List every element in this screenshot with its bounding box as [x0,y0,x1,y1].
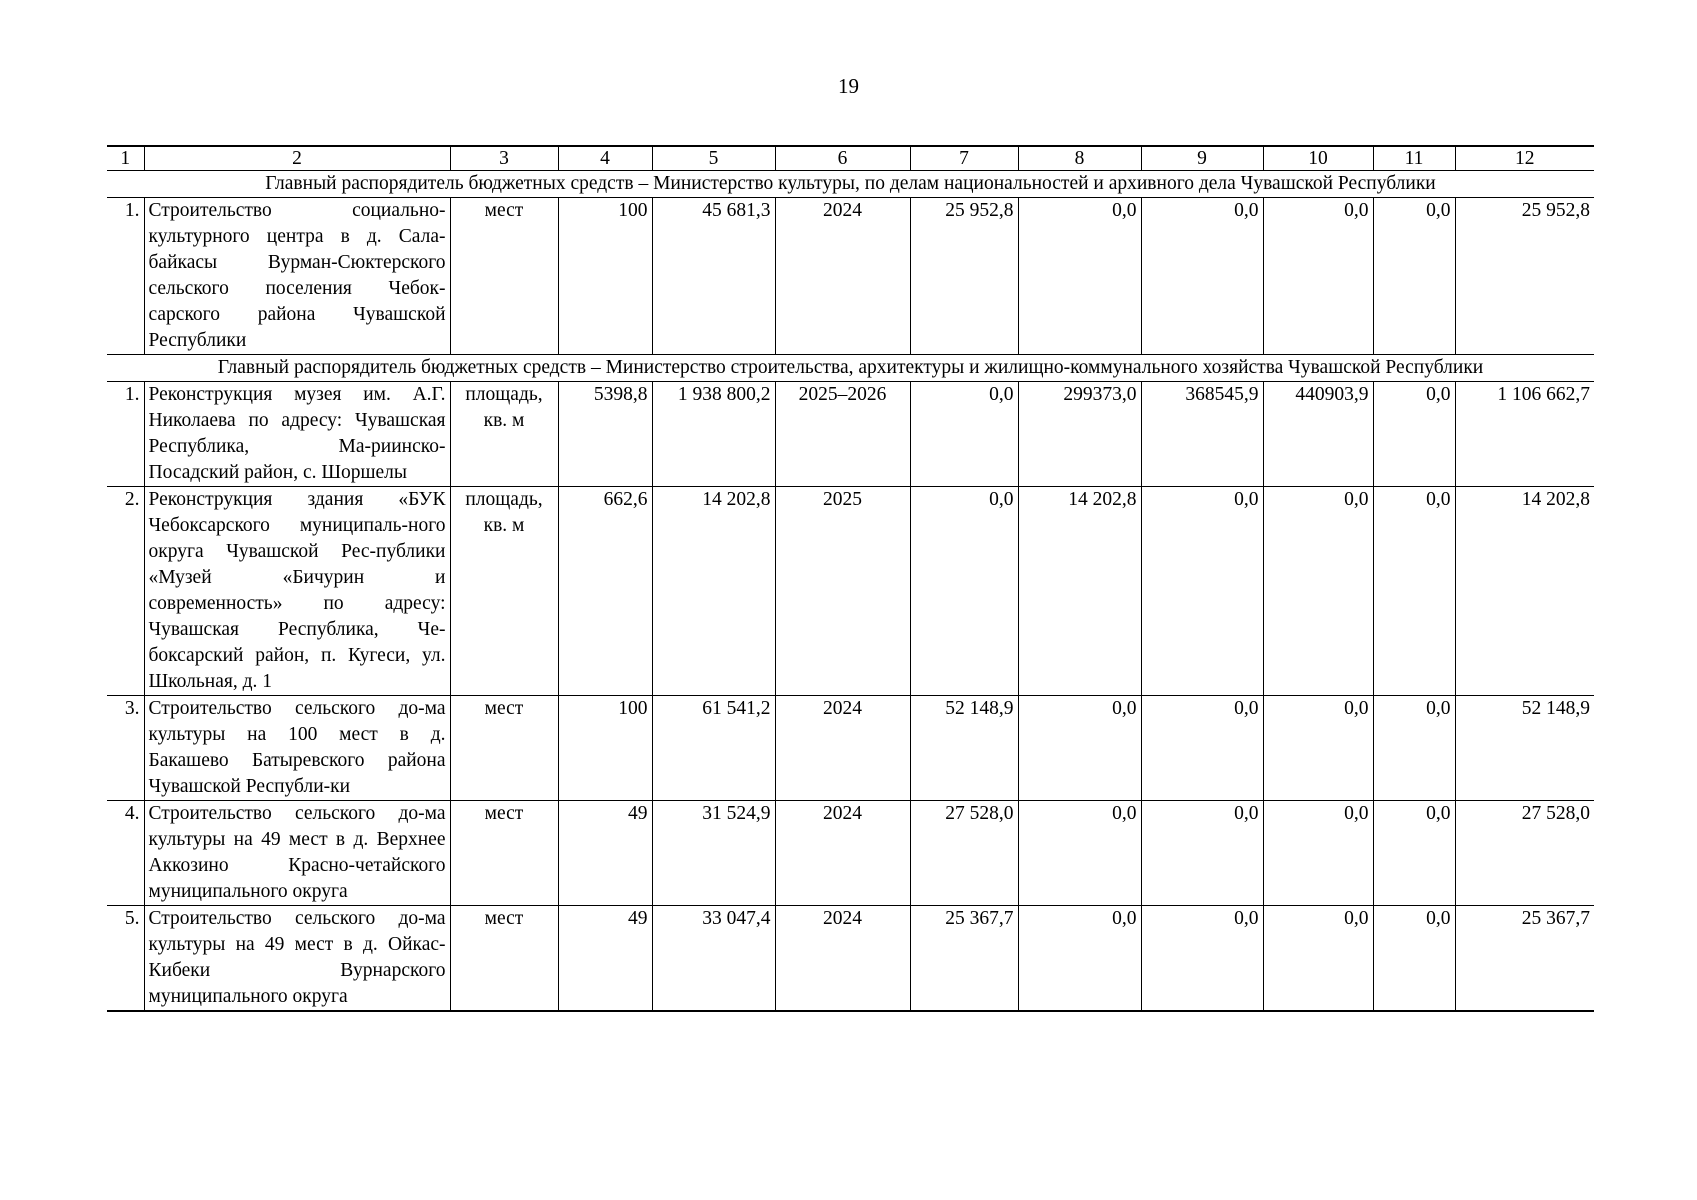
value-cell-c6: 2025 [775,487,910,696]
value-cell-c12: 25 367,7 [1455,906,1594,1012]
column-header: 11 [1373,146,1455,171]
value-cell-c5: 45 681,3 [652,198,775,355]
group-title: Главный распорядитель бюджетных средств – Министерство культуры, по делам национальностей и архивного дела Чувашской Республики [107,171,1594,198]
table-row [107,198,1594,355]
column-header: 12 [1455,146,1594,171]
value-cell-c8: 0,0 [1018,696,1141,801]
value-cell-c5: 31 524,9 [652,801,775,906]
value-cell-c4: 100 [558,198,652,355]
row-number-cell: 1. [107,382,144,487]
value-cell-c8: 0,0 [1018,198,1141,355]
value-cell-c11: 0,0 [1373,198,1455,355]
budget-table [107,145,1594,1012]
unit-cell: мест [450,906,558,1012]
value-cell-c6: 2024 [775,906,910,1012]
page-number: 19 [838,74,859,98]
group-title: Главный распорядитель бюджетных средств – Министерство строительства, архитектуры и жилищно-коммунального хозяйства Чувашской Республики [107,355,1594,382]
table-row [107,487,1594,696]
value-cell-c7: 25 952,8 [910,198,1018,355]
column-header: 2 [144,146,450,171]
value-cell-c5: 33 047,4 [652,906,775,1012]
value-cell-c9: 368545,9 [1141,382,1263,487]
value-cell-c9: 0,0 [1141,906,1263,1012]
value-cell-c12: 27 528,0 [1455,801,1594,906]
value-cell-c10: 0,0 [1263,487,1373,696]
value-cell-c8: 0,0 [1018,906,1141,1012]
column-numbers-row [107,146,1594,171]
value-cell-c8: 14 202,8 [1018,487,1141,696]
value-cell-c4: 49 [558,906,652,1012]
value-cell-c5: 14 202,8 [652,487,775,696]
unit-cell: площадь, кв. м [450,487,558,696]
column-header: 1 [107,146,144,171]
unit-cell: площадь, кв. м [450,382,558,487]
value-cell-c9: 0,0 [1141,801,1263,906]
row-number-cell: 4. [107,801,144,906]
value-cell-c12: 52 148,9 [1455,696,1594,801]
column-header: 5 [652,146,775,171]
value-cell-c12: 14 202,8 [1455,487,1594,696]
value-cell-c8: 299373,0 [1018,382,1141,487]
value-cell-c11: 0,0 [1373,696,1455,801]
row-number-cell: 5. [107,906,144,1012]
object-name-cell: Строительство сельского до-ма культуры на 100 мест в д. Бакашево Батыревского района Чувашской Республи-ки [144,696,450,801]
value-cell-c5: 1 938 800,2 [652,382,775,487]
value-cell-c10: 0,0 [1263,801,1373,906]
value-cell-c8: 0,0 [1018,801,1141,906]
unit-cell: мест [450,198,558,355]
value-cell-c10: 0,0 [1263,906,1373,1012]
value-cell-c6: 2024 [775,696,910,801]
row-number-cell: 3. [107,696,144,801]
value-cell-c6: 2025–2026 [775,382,910,487]
column-header: 9 [1141,146,1263,171]
table-body [107,146,1594,1011]
value-cell-c4: 662,6 [558,487,652,696]
value-cell-c11: 0,0 [1373,487,1455,696]
value-cell-c9: 0,0 [1141,198,1263,355]
value-cell-c7: 25 367,7 [910,906,1018,1012]
object-name-cell: Строительство социально-культурного центра в д. Сала-байкасы Вурман-Сюктерского сельского поселения Чебок-сарского района Чувашской Республики [144,198,450,355]
group-header-row [107,171,1594,198]
value-cell-c6: 2024 [775,198,910,355]
value-cell-c9: 0,0 [1141,487,1263,696]
table-row [107,696,1594,801]
column-header: 3 [450,146,558,171]
group-header-row [107,355,1594,382]
value-cell-c4: 100 [558,696,652,801]
object-name-cell: Реконструкция здания «БУК Чебоксарского муниципаль-ного округа Чувашской Рес-публики «Музей «Бичурин и современность» по адресу: Чувашская Республика, Че-боксарский район, п. Кугеси, ул. Школьная, д. 1 [144,487,450,696]
column-header: 6 [775,146,910,171]
value-cell-c10: 0,0 [1263,696,1373,801]
value-cell-c5: 61 541,2 [652,696,775,801]
value-cell-c12: 25 952,8 [1455,198,1594,355]
row-number-cell: 2. [107,487,144,696]
column-header: 4 [558,146,652,171]
value-cell-c7: 0,0 [910,382,1018,487]
column-header: 7 [910,146,1018,171]
column-header: 10 [1263,146,1373,171]
value-cell-c7: 52 148,9 [910,696,1018,801]
unit-cell: мест [450,801,558,906]
object-name-cell: Строительство сельского до-ма культуры на 49 мест в д. Верхнее Аккозино Красно-четайского муниципального округа [144,801,450,906]
table-row [107,906,1594,1012]
value-cell-c6: 2024 [775,801,910,906]
table-row [107,801,1594,906]
value-cell-c11: 0,0 [1373,801,1455,906]
value-cell-c10: 0,0 [1263,198,1373,355]
row-number-cell: 1. [107,198,144,355]
value-cell-c9: 0,0 [1141,696,1263,801]
value-cell-c11: 0,0 [1373,382,1455,487]
value-cell-c4: 5398,8 [558,382,652,487]
column-header: 8 [1018,146,1141,171]
table-row [107,382,1594,487]
value-cell-c4: 49 [558,801,652,906]
value-cell-c7: 0,0 [910,487,1018,696]
object-name-cell: Реконструкция музея им. А.Г. Николаева по адресу: Чувашская Республика, Ма-риинско-Посадский район, с. Шоршелы [144,382,450,487]
object-name-cell: Строительство сельского до-ма культуры на 49 мест в д. Ойкас-Кибеки Вурнарского муниципального округа [144,906,450,1012]
value-cell-c7: 27 528,0 [910,801,1018,906]
value-cell-c10: 440903,9 [1263,382,1373,487]
value-cell-c12: 1 106 662,7 [1455,382,1594,487]
value-cell-c11: 0,0 [1373,906,1455,1012]
unit-cell: мест [450,696,558,801]
